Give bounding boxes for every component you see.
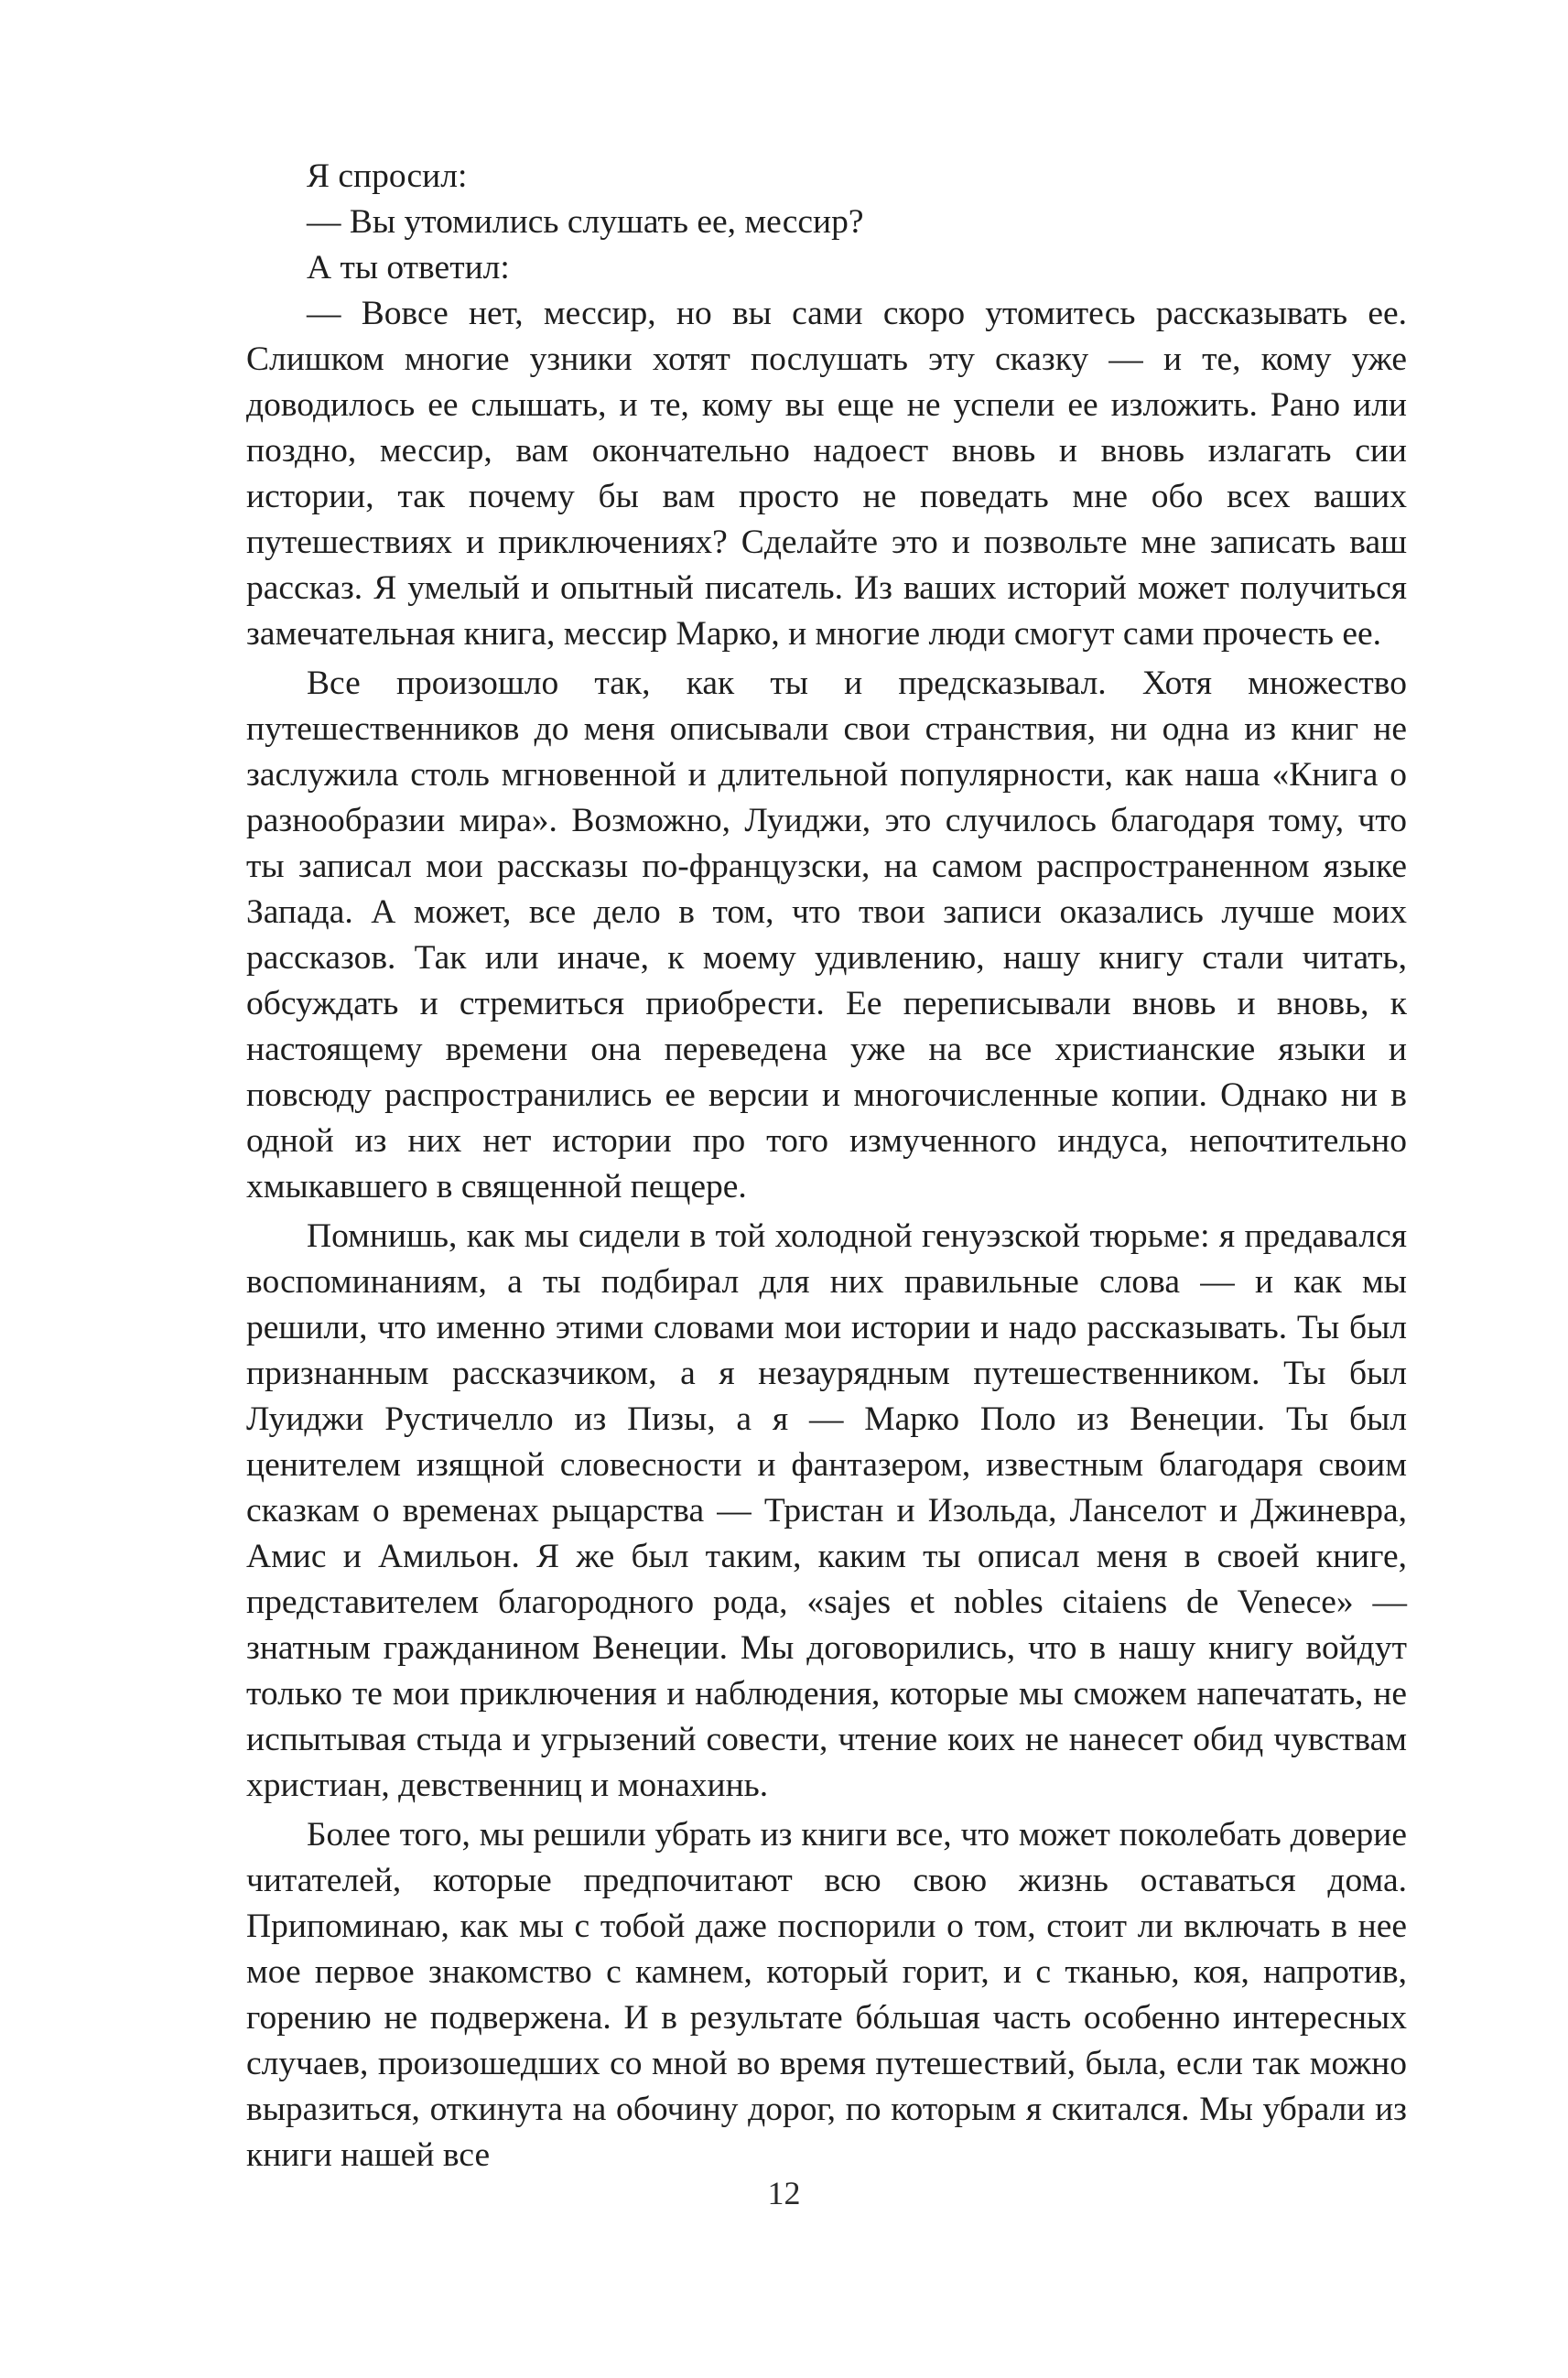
paragraph: Все произошло так, как ты и предсказывал. Хотя множество путешественников до меня описывали свои странствия, ни одна из книг не заслужила столь мгновенной и длительной популярности, как наша «Книга о разнообразии мира». Возможно, Луиджи, это случилось благодаря тому, что ты записал мои рассказы по-французски, на самом распространенном языке Запада. А может, все дело в том, что твои записи оказались лучше моих рассказов. Так или иначе, к моему удивлению, нашу книгу стали читать, обсуждать и стремиться приобрести. Ее переписывали вновь и вновь, к настоящему времени она переведена уже на все христианские языки и повсюду распространились ее версии и многочисленные копии. Однако ни в одной из них нет истории про того измученного индуса, непочтительно хмыкавшего в священной пещере. <box>246 665 1407 1205</box>
body-text <box>246 154 1407 2178</box>
paragraph: Помнишь, как мы сидели в той холодной генуэзской тюрьме: я предавался воспоминаниям, а ты подбирал для них правильные слова — и как мы решили, что именно этими словами мои истории и надо рассказывать. Ты был признанным рассказчиком, а я незаурядным путешественником. Ты был Луиджи Рустичелло из Пизы, а я — Марко Поло из Венеции. Ты был ценителем изящной словесности и фантазером, известным благодаря своим сказкам о временах рыцарства — Тристан и Изольда, Ланселот и Джиневра, Амис и Амильон. Я же был таким, каким ты описал меня в своей книге, представителем благородного рода, «sajes et nobles citaiens de Venece» — знатным гражданином Венеции. Мы договорились, что в нашу книгу войдут только те мои приключения и наблюдения, которые мы сможем напечатать, не испытывая стыда и угрызений совести, чтение коих не нанесет обид чувствам христиан, девственниц и монахинь. <box>246 1217 1407 1804</box>
paragraph: — Вовсе нет, мессир, но вы сами скоро утомитесь рассказывать ее. Слишком многие узники хотят послушать эту сказку — и те, кому уже доводилось ее слышать, и те, кому вы еще не успели ее изложить. Рано или поздно, мессир, вам окончательно надоест вновь и вновь излагать сии истории, так почему бы вам просто не поведать мне обо всех ваших путешествиях и приключениях? Сделайте это и позвольте мне записать ваш рассказ. Я умелый и опытный писатель. Из ваших историй может получиться замечательная книга, мессир Марко, и многие люди смогут сами прочесть ее. <box>246 295 1407 653</box>
paragraph: А ты ответил: <box>307 249 510 286</box>
paragraph: Я спросил: <box>307 157 468 195</box>
paragraph: Более того, мы решили убрать из книги все, что может поколебать доверие читателей, которые предпочитают всю свою жизнь оставаться дома. Припоминаю, как мы с тобой даже поспорили о том, стоит ли включать в нее мое первое знакомство с камнем, который горит, и с тканью, коя, напротив, горению не подвержена. И в результате бóльшая часть особенно интересных случаев, произошедших со мной во время путешествий, была, если так можно выразиться, откинута на обочину дорог, по которым я скитался. Мы убрали из книги нашей все <box>246 1816 1407 2174</box>
page-number: 12 <box>767 2175 801 2211</box>
paragraph: — Вы утомились слушать ее, мессир? <box>307 203 864 241</box>
